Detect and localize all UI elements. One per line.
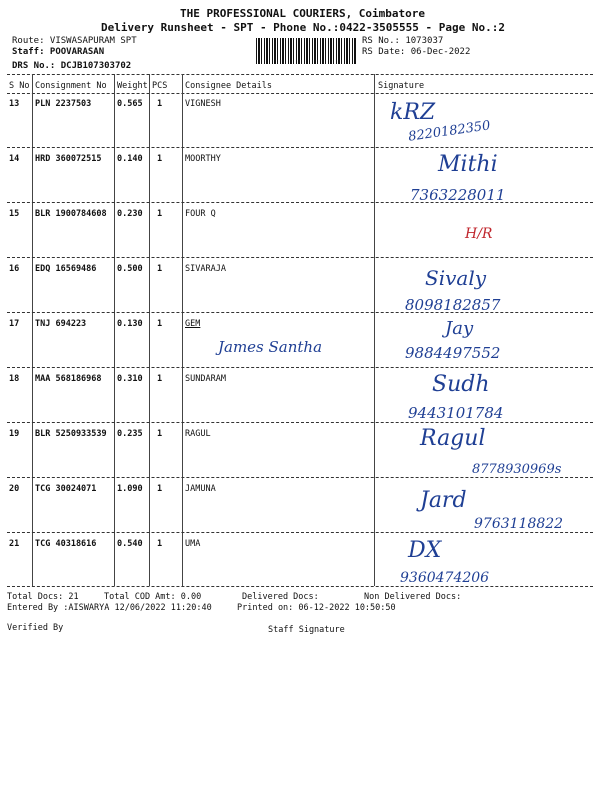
receiver-name-handwritten: James Santha xyxy=(218,338,323,356)
row-weight: 0.235 xyxy=(117,429,143,439)
route-label: Route: VISWASAPURAM SPT xyxy=(12,36,137,46)
row-consignment: TNJ 694223 xyxy=(35,319,87,329)
row-sno: 21 xyxy=(9,539,20,549)
row-weight: 0.540 xyxy=(117,539,143,549)
col-signature: Signature xyxy=(378,81,425,91)
col-divider xyxy=(149,74,150,586)
verified-by: Verified By xyxy=(7,623,64,633)
signature-scribble: Mithi xyxy=(438,152,498,177)
col-consignee: Consignee Details xyxy=(185,81,272,91)
row-pcs: 1 xyxy=(157,264,163,274)
printed-on: Printed on: 06-12-2022 10:50:50 xyxy=(237,603,396,613)
row-sno: 19 xyxy=(9,429,20,439)
row-weight: 0.565 xyxy=(117,99,143,109)
row-consignee: SUNDARAM xyxy=(185,374,226,384)
row-pcs: 1 xyxy=(157,484,163,494)
row-consignee: SIVARAJA xyxy=(185,264,226,274)
rs-number: RS No.: 1073037 xyxy=(362,36,444,46)
row-sno: 17 xyxy=(9,319,20,329)
signature-phone: 9443101784 xyxy=(408,404,504,422)
row-sno: 20 xyxy=(9,484,20,494)
row-weight: 0.130 xyxy=(117,319,143,329)
row-sno: 18 xyxy=(9,374,20,384)
row-consignment: MAA 568186968 xyxy=(35,374,102,384)
row-rule xyxy=(7,532,593,533)
company-title: THE PROFESSIONAL COURIERS, Coimbatore xyxy=(180,7,426,20)
row-consignment: HRD 360072515 xyxy=(35,154,102,164)
signature-phone: 9360474206 xyxy=(400,570,490,586)
row-sno: 15 xyxy=(9,209,20,219)
row-pcs: 1 xyxy=(157,319,163,329)
col-pcs: PCS xyxy=(152,81,168,91)
row-pcs: 1 xyxy=(157,429,163,439)
signature-scribble: Ragul xyxy=(420,426,486,451)
signature-scribble: Sudh xyxy=(432,372,490,397)
row-consignment: TCG 40318616 xyxy=(35,539,97,549)
signature-scribble: DX xyxy=(408,538,442,563)
row-rule xyxy=(7,477,593,478)
rs-date: RS Date: 06-Dec-2022 xyxy=(362,47,471,57)
signature-phone: 9884497552 xyxy=(405,344,501,362)
signature-scribble: kRZ xyxy=(390,100,436,125)
row-sno: 13 xyxy=(9,99,20,109)
row-consignment: BLR 5250933539 xyxy=(35,429,107,439)
drs-number: DRS No.: DCJB107303702 xyxy=(12,61,132,71)
row-consignee: UMA xyxy=(185,539,201,549)
row-weight: 0.500 xyxy=(117,264,143,274)
signature-phone: 9763118822 xyxy=(474,516,564,532)
col-divider xyxy=(374,74,375,586)
row-consignee: MOORTHY xyxy=(185,154,221,164)
signature-phone: 8098182857 xyxy=(405,296,501,314)
row-pcs: 1 xyxy=(157,154,163,164)
row-weight: 1.090 xyxy=(117,484,143,494)
row-rule xyxy=(7,367,593,368)
delivered-docs: Delivered Docs: xyxy=(242,592,319,602)
signature-phone: 8778930969s xyxy=(472,462,562,477)
row-pcs: 1 xyxy=(157,374,163,384)
row-rule xyxy=(7,202,593,203)
entered-by: Entered By :AISWARYA 12/06/2022 11:20:40 xyxy=(7,603,212,613)
barcode xyxy=(256,38,356,64)
signature-scribble: Sivaly xyxy=(425,266,487,290)
row-consignee: GEM xyxy=(185,319,201,329)
row-consignment: BLR 1900784608 xyxy=(35,209,107,219)
row-weight: 0.310 xyxy=(117,374,143,384)
col-divider xyxy=(32,74,33,586)
row-consignment: TCG 30024071 xyxy=(35,484,97,494)
row-pcs: 1 xyxy=(157,99,163,109)
row-pcs: 1 xyxy=(157,209,163,219)
row-rule xyxy=(7,147,593,148)
row-rule xyxy=(7,312,593,313)
row-consignee: JAMUNA xyxy=(185,484,216,494)
row-weight: 0.140 xyxy=(117,154,143,164)
signature-scribble: Jard xyxy=(420,488,467,513)
staff-signature: Staff Signature xyxy=(268,625,345,635)
signature-mark: H/R xyxy=(465,226,493,242)
signature-phone: 7363228011 xyxy=(410,186,506,204)
row-consignee: FOUR Q xyxy=(185,209,216,219)
row-weight: 0.230 xyxy=(117,209,143,219)
col-consignment: Consignment No xyxy=(35,81,107,91)
col-sno: S No xyxy=(9,81,30,91)
signature-phone: 8220182350 xyxy=(407,118,492,145)
runsheet-subtitle: Delivery Runsheet - SPT - Phone No.:0422-3505555 - Page No.:2 xyxy=(101,21,505,34)
col-divider xyxy=(182,74,183,586)
row-consignee: VIGNESH xyxy=(185,99,221,109)
header-rule xyxy=(7,93,593,94)
total-docs: Total Docs: 21 xyxy=(7,592,79,602)
table-bottom-rule xyxy=(7,586,593,587)
row-rule xyxy=(7,422,593,423)
row-consignment: EDQ 16569486 xyxy=(35,264,97,274)
row-pcs: 1 xyxy=(157,539,163,549)
col-divider xyxy=(114,74,115,586)
non-delivered-docs: Non Delivered Docs: xyxy=(364,592,462,602)
row-rule xyxy=(7,257,593,258)
total-cod: Total COD Amt: 0.00 xyxy=(104,592,202,602)
row-sno: 16 xyxy=(9,264,20,274)
staff-label: Staff: POOVARASAN xyxy=(12,47,105,57)
col-weight: Weight xyxy=(117,81,148,91)
row-consignee: RAGUL xyxy=(185,429,211,439)
signature-scribble: Jay xyxy=(445,318,474,339)
table-top-rule xyxy=(7,74,593,75)
row-consignment: PLN 2237503 xyxy=(35,99,92,109)
row-sno: 14 xyxy=(9,154,20,164)
